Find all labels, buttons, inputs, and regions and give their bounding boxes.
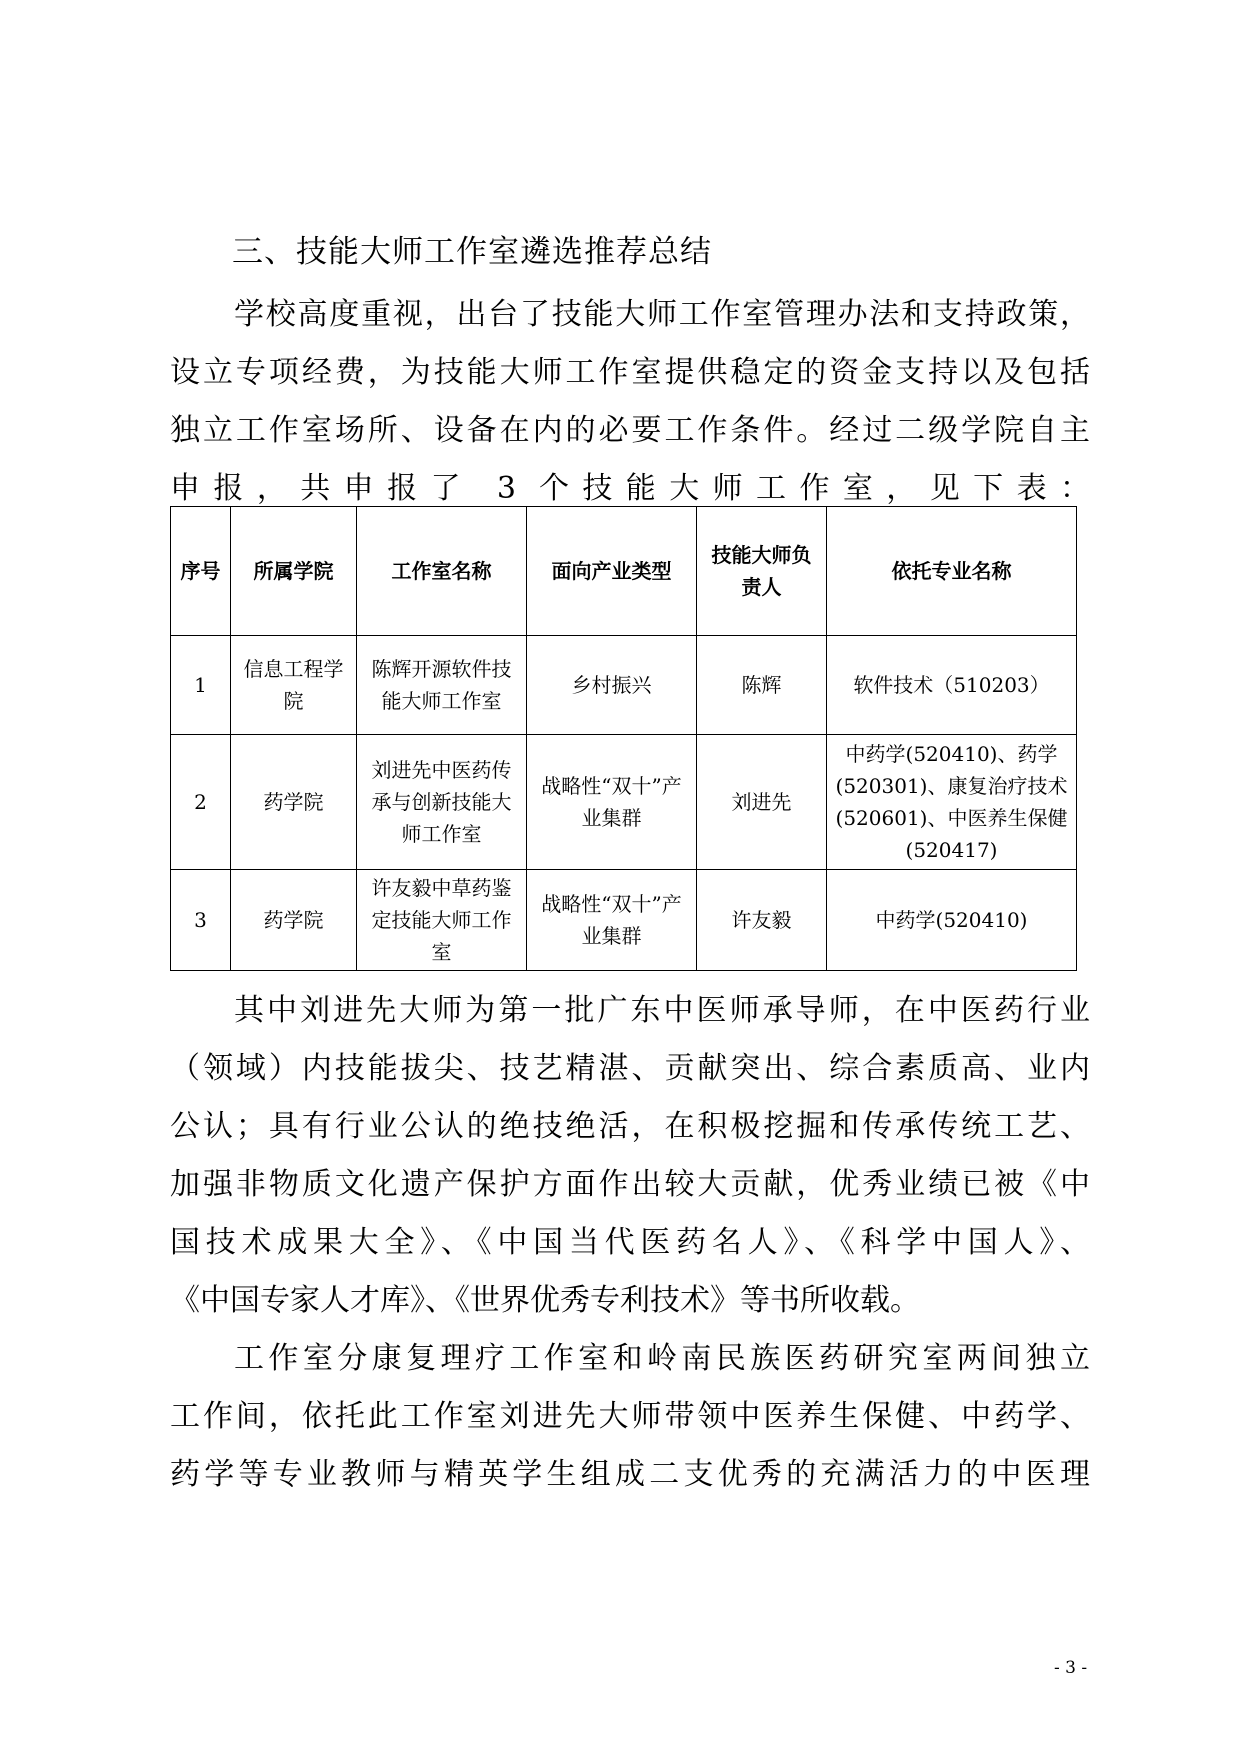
cell-industry: 战略性“双十”产业集群 — [527, 735, 697, 870]
table-row — [171, 870, 1077, 971]
cell-studio-name: 陈辉开源软件技能大师工作室 — [357, 636, 527, 735]
cell-majors: 中药学(520410)、药学(520301)、康复治疗技术(520601)、中医养生保健(520417) — [827, 735, 1077, 870]
table-row — [171, 636, 1077, 735]
paragraph-line: 其中刘进先大师为第一批广东中医师承导师，在中医药行业 — [234, 993, 1090, 1028]
header-master: 技能大师负责人 — [697, 507, 827, 636]
cell-majors: 中药学(520410) — [827, 870, 1077, 971]
intro-paragraph — [170, 286, 1090, 518]
studio-description-paragraph — [170, 1330, 1090, 1504]
cell-college: 药学院 — [231, 735, 357, 870]
cell-studio-name: 刘进先中医药传承与创新技能大师工作室 — [357, 735, 527, 870]
paragraph-line: 药学等专业教师与精英学生组成二支优秀的充满活力的中医理 — [170, 1457, 1090, 1492]
header-studio-name: 工作室名称 — [357, 507, 527, 636]
cell-index: 1 — [171, 636, 231, 735]
cell-index: 3 — [171, 870, 231, 971]
cell-index: 2 — [171, 735, 231, 870]
header-industry: 面向产业类型 — [527, 507, 697, 636]
paragraph-line: 学校高度重视，出台了技能大师工作室管理办法和支持政策， — [234, 297, 1090, 332]
paragraph-line: 设立专项经费，为技能大师工作室提供稳定的资金支持以及包括 — [170, 355, 1090, 390]
header-college: 所属学院 — [231, 507, 357, 636]
cell-master: 陈辉 — [697, 636, 827, 735]
cell-master: 刘进先 — [697, 735, 827, 870]
workshop-table — [170, 506, 1077, 971]
cell-master: 许友毅 — [697, 870, 827, 971]
cell-studio-name: 许友毅中草药鉴定技能大师工作室 — [357, 870, 527, 971]
page-number: - 3 - — [1054, 1658, 1088, 1678]
cell-college: 信息工程学院 — [231, 636, 357, 735]
header-index: 序号 — [171, 507, 231, 636]
paragraph-line: 《中国专家人才库》、《世界优秀专利技术》等书所收载。 — [170, 1283, 920, 1318]
table-row — [171, 735, 1077, 870]
cell-industry: 战略性“双十”产业集群 — [527, 870, 697, 971]
cell-industry: 乡村振兴 — [527, 636, 697, 735]
paragraph-line: 工作间，依托此工作室刘进先大师带领中医养生保健、中药学、 — [170, 1399, 1090, 1434]
cell-majors: 软件技术（510203） — [827, 636, 1077, 735]
header-majors: 依托专业名称 — [827, 507, 1077, 636]
paragraph-line: 国技术成果大全》、《中国当代医药名人》、《科学中国人》、 — [170, 1225, 1090, 1260]
table-header-row — [171, 507, 1077, 636]
section-title: 三、技能大师工作室遴选推荐总结 — [232, 234, 712, 270]
paragraph-line: （领域）内技能拔尖、技艺精湛、贡献突出、综合素质高、业内 — [170, 1051, 1090, 1086]
paragraph-line: 工作室分康复理疗工作室和岭南民族医药研究室两间独立 — [234, 1341, 1090, 1376]
paragraph-line: 公认；具有行业公认的绝技绝活，在积极挖掘和传承传统工艺、 — [170, 1109, 1090, 1144]
master-description-paragraph — [170, 982, 1090, 1330]
paragraph-line: 加强非物质文化遗产保护方面作出较大贡献，优秀业绩已被《中 — [170, 1167, 1090, 1202]
paragraph-line: 独立工作室场所、设备在内的必要工作条件。经过二级学院自主 — [170, 413, 1090, 448]
paragraph-line: 申报，共申报了 3 个技能大师工作室，见下表： — [170, 471, 1090, 506]
cell-college: 药学院 — [231, 870, 357, 971]
